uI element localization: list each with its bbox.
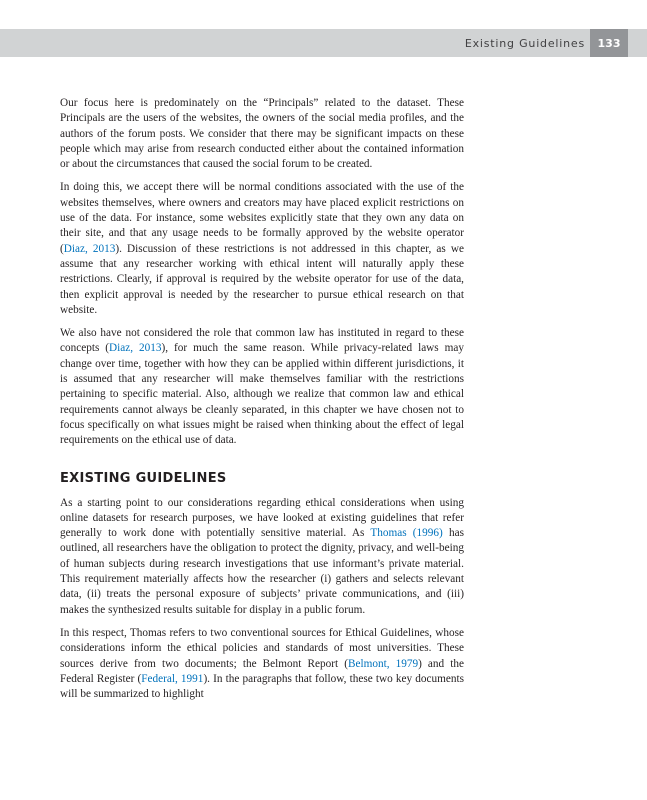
paragraph-text: ). In the paragraphs that follow, these two key documents will be summarized to highlight (60, 672, 464, 701)
paragraph-principals: Our focus here is predominately on the “Principals” related to the dataset. These Principals are the users of the websites, the owners of the social media profiles, and the authors of the forum posts. We consider that there may be significant impacts on these people which may arise from research conducted either about the contained information or about the circumstances that caused the social forum to be created. (60, 97, 464, 171)
citation-diaz-2013[interactable]: Diaz, 2013 (109, 342, 162, 355)
citation-diaz-2013[interactable]: Diaz, 2013 (63, 242, 116, 255)
citation-federal-1991[interactable]: Federal, 1991 (141, 672, 204, 685)
paragraph-text: We also have not considered the role that common law has instituted in regard to these concepts ( (60, 327, 464, 355)
paragraph-text: ). Discussion of these restrictions is not addressed in this chapter, as we assume that any researcher working with ethical intent will naturally apply these restrictions. Clearly, if approval is required by the website operator for use of the data, then explicit approval is needed by the researcher to pursue ethical research on that website. (60, 242, 464, 316)
paragraph-conventional-sources (60, 626, 464, 702)
page-number: 133 (590, 29, 628, 57)
paragraph-text: In doing this, we accept there will be normal conditions associated with the use of the websites themselves, where owners and creators may have placed explicit restrictions on use of the data. For instance, some websites explicitly state that they own any data on their site, and that any usage needs to be formally approved by the website operator ( (60, 181, 464, 255)
paragraph-text: has outlined, all researchers have the obligation to protect the dignity, privacy, and well-being of human subjects during research investigations that use informant’s private material. This requirement materially affects how the researcher (i) gathers and selects relevant data, (ii) treats the personal exposure of subjects’ private communications, and (iii) makes the synthesized results suitable for display in a public forum. (60, 527, 464, 616)
paragraph-starting-point (60, 496, 464, 618)
paragraph-text: In this respect, Thomas refers to two conventional sources for Ethical Guidelines, whose considerations inform the ethical policies and standards of most universities. These sources derive from two documents; the Belmont Report ( (60, 626, 464, 670)
paragraph-common-law (60, 326, 464, 448)
paragraph-text: As a starting point to our considerations regarding ethical considerations when using online datasets for research purposes, we have looked at existing guidelines that refer generally to work done with potentially sensitive material. As (60, 496, 464, 540)
paragraph-text: ), for much the same reason. While privacy-related laws may change over time, together with how they can be applied within different jurisdictions, it is assumed that any researcher will make themselves familiar with the restrictions pertaining to specific material. Also, although we realize that common law and ethical requirements cannot always be cleanly separated, in this chapter we have chosen not to focus specifically on what issues might be raised when thinking about the effect of legal requirements on the ethical use of data. (60, 342, 464, 447)
page-body (60, 96, 464, 710)
citation-thomas-1996[interactable]: Thomas (1996) (370, 527, 443, 540)
paragraph-website-restrictions (60, 180, 464, 318)
citation-belmont-1979[interactable]: Belmont, 1979 (347, 657, 419, 670)
paragraph-text: ) and the Federal Register ( (60, 657, 465, 685)
section-heading-existing-guidelines: EXISTING GUIDELINES (60, 470, 227, 486)
running-header-title: Existing Guidelines (464, 37, 585, 50)
